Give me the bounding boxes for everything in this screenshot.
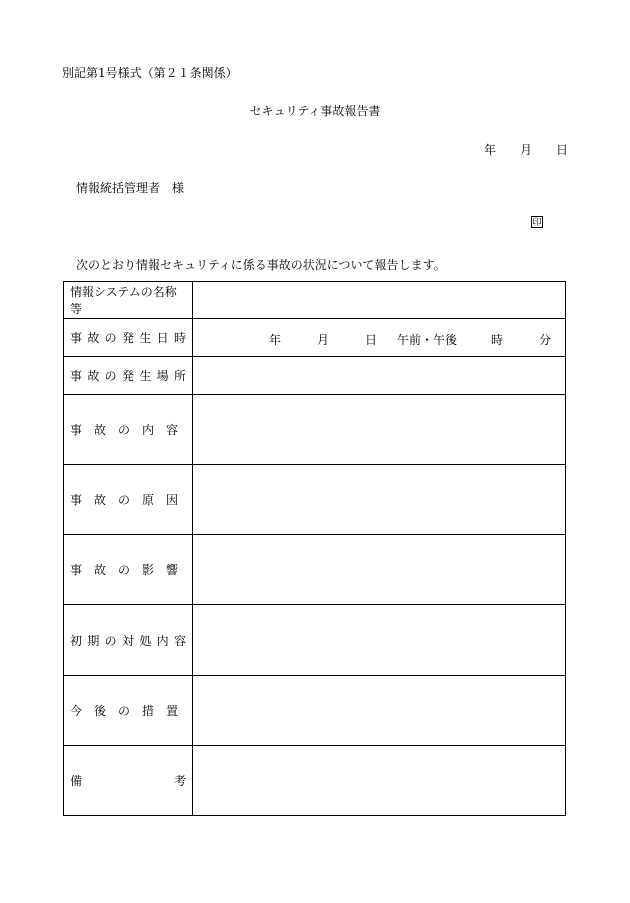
label-char: の xyxy=(117,563,130,577)
label-char: の xyxy=(117,493,130,507)
row-label xyxy=(64,357,193,395)
label-char: 所 xyxy=(173,369,186,383)
table-row xyxy=(64,319,566,357)
intro-text: 次のとおり情報セキュリティに係る事故の状況について報告します。 xyxy=(76,258,446,272)
label-char: 置 xyxy=(165,704,178,718)
row-label xyxy=(64,746,193,816)
datetime-year: 年 xyxy=(269,332,282,347)
label-char: 考 xyxy=(173,774,186,788)
row-value-field[interactable] xyxy=(193,605,566,676)
label-char: の xyxy=(104,331,117,345)
date-day: 日 xyxy=(556,143,569,157)
date-month: 月 xyxy=(520,143,533,157)
row-label xyxy=(64,535,193,605)
label-char: 今 xyxy=(70,704,83,718)
label-char: 故 xyxy=(87,331,100,345)
label-char: 処 xyxy=(139,633,152,648)
label-char: 故 xyxy=(93,563,106,577)
label-char: 原 xyxy=(141,493,154,507)
label-char: 内 xyxy=(141,423,154,437)
table-row xyxy=(64,535,566,605)
row-label xyxy=(64,605,193,676)
label-char: 初 xyxy=(70,633,83,648)
label-char: 事 xyxy=(70,563,83,577)
row-label xyxy=(64,465,193,535)
table-row xyxy=(64,465,566,535)
report-date xyxy=(484,141,568,158)
seal-mark: 印 xyxy=(532,218,542,228)
row-label xyxy=(64,282,193,319)
incident-report-table xyxy=(63,281,566,816)
label-char: の xyxy=(117,704,130,718)
row-value-field[interactable] xyxy=(193,535,566,605)
label-char: の xyxy=(117,423,130,437)
label-char: 容 xyxy=(173,633,186,648)
document-title: セキュリティ事故報告書 xyxy=(249,104,381,118)
label-char: 響 xyxy=(165,563,178,577)
label-char: 容 xyxy=(165,423,178,437)
datetime-fields xyxy=(193,320,565,356)
datetime-day: 日 xyxy=(365,332,378,347)
row-label xyxy=(64,676,193,746)
label-text: 情報システムの名称等 xyxy=(70,285,177,316)
label-char: 発 xyxy=(121,331,134,345)
datetime-minute: 分 xyxy=(539,332,552,347)
label-char: 事 xyxy=(70,331,83,345)
label-char: 日 xyxy=(156,331,169,345)
row-value-field[interactable] xyxy=(193,357,566,395)
label-char: の xyxy=(104,369,117,383)
row-value-field[interactable] xyxy=(193,465,566,535)
table-row xyxy=(64,676,566,746)
table-row xyxy=(64,282,566,319)
date-year: 年 xyxy=(484,143,497,157)
row-value-field[interactable] xyxy=(193,319,566,357)
datetime-hour: 時 xyxy=(491,332,504,347)
label-char: 事 xyxy=(70,493,83,507)
datetime-ampm: 午前・午後 xyxy=(397,332,458,347)
table-row xyxy=(64,357,566,395)
table-row xyxy=(64,395,566,465)
label-char: の xyxy=(104,633,117,648)
addressee: 情報統括管理者 様 xyxy=(76,181,185,195)
label-char: 故 xyxy=(87,369,100,383)
label-char: 生 xyxy=(139,369,152,383)
label-char: 場 xyxy=(156,369,169,383)
table-row xyxy=(64,605,566,676)
label-char: 期 xyxy=(87,633,100,648)
label-char: 因 xyxy=(165,493,178,507)
form-number: 別記第1号様式（第２１条関係） xyxy=(62,66,238,80)
label-char: 対 xyxy=(121,633,134,648)
row-value-field[interactable] xyxy=(193,746,566,816)
row-label xyxy=(64,395,193,465)
table-row xyxy=(64,746,566,816)
label-char: 措 xyxy=(141,704,154,718)
label-char: 内 xyxy=(156,633,169,648)
label-char: 時 xyxy=(173,331,186,345)
label-char: 生 xyxy=(139,331,152,345)
row-value-field[interactable] xyxy=(193,282,566,319)
row-label xyxy=(64,319,193,357)
label-char: 事 xyxy=(70,423,83,437)
label-char: 故 xyxy=(93,423,106,437)
label-char: 影 xyxy=(141,563,154,577)
label-char: 備 xyxy=(70,774,83,788)
row-value-field[interactable] xyxy=(193,395,566,465)
row-value-field[interactable] xyxy=(193,676,566,746)
label-char: 後 xyxy=(93,704,106,718)
datetime-month: 月 xyxy=(317,332,330,347)
label-char: 発 xyxy=(121,369,134,383)
label-char: 故 xyxy=(93,493,106,507)
label-char: 事 xyxy=(70,369,83,383)
